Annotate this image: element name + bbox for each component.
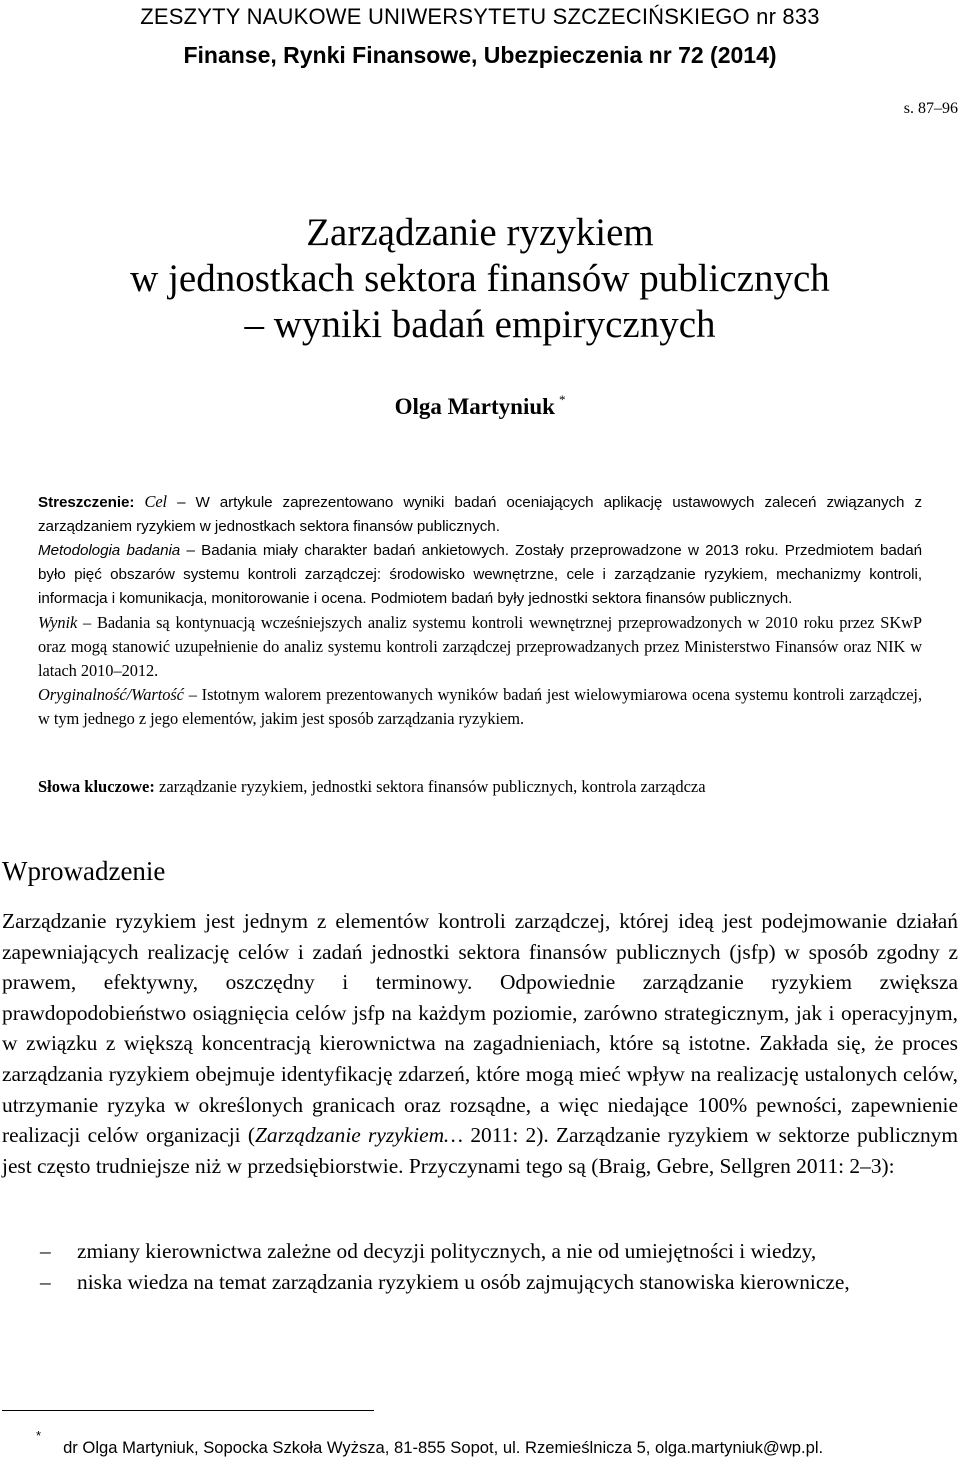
abstract-method: [38, 539, 922, 611]
page-range: s. 87–96: [903, 100, 958, 117]
keywords-label: Słowa kluczowe:: [38, 777, 155, 796]
bullet-list: [2, 1236, 958, 1297]
abstract-value: [38, 683, 922, 731]
result-label: Wynik: [38, 613, 78, 632]
paragraph-text-1: Zarządzanie ryzykiem jest jednym z elementów kontroli zarządczej, której ideą jest podejmowanie działań zapewniających realizację celów i zadań jednostki sektora finansów publicznych (jsfp) w sposób zgodny z prawem, efektywny, oszczędny i terminowy. Odpowiednie zarządzanie ryzykiem zwiększa prawdopodobieństwo osiągnięcia celów jsfp na każdym poziomie, zarówno strategicznym, jak i operacyjnym, w związku z większą koncentracją kierownictwa na zagadnieniach, które są istotne. Zakłada się, że proces zarządzania ryzykiem obejmuje identyfikację zdarzeń, które mogą mieć wpływ na realizację ustalonych celów, utrzymanie ryzyka w określonych granicach oraz rozsądne, a więc niedające 100% pewności, zapewnienie realizacji celów organizacji (: [2, 909, 958, 1148]
paragraph-text-2: 2011: 2). Zarządzanie ryzykiem w sektorze publicznym jest często trudniejsze niż w przedsiębiorstwie. Przyczynami tego są (Braig, Gebre, Sellgren 2011: 2–3):: [2, 1123, 958, 1178]
article-title: [0, 210, 960, 348]
footnote-divider: [2, 1410, 374, 1411]
intro-paragraph: [2, 906, 958, 1181]
abstract-label: Streszczenie:: [38, 494, 135, 511]
author-footnote-mark: *: [558, 392, 566, 407]
method-text: – Badania miały charakter badań ankietowych. Zostały przeprowadzone w 2013 roku. Przedmiotem badań było pięć obszarów systemu kontroli zarządczej: środowisko wewnętrzne, cele i zarządzanie ryzykiem, mechanizmy kontroli, informacja i komunikacja, monitorowanie i ocena. Podmiotem badań były jednostki sektora finansów publicznych.: [38, 542, 922, 607]
abstract-goal: [38, 490, 922, 539]
keywords-text: zarządzanie ryzykiem, jednostki sektora finansów publicznych, kontrola zarządcza: [154, 777, 706, 796]
dash-marker: –: [40, 1239, 51, 1263]
value-text: – Istotnym walorem prezentowanych wyników badań jest wielowymiarowa ocena systemu kontroli zarządczej, w tym jednego z jego elementów, jakim jest sposób zarządzania ryzykiem.: [38, 685, 922, 728]
keywords: [38, 775, 922, 799]
list-item-text: zmiany kierownictwa zależne od decyzji politycznych, a nie od umiejętności i wiedzy,: [77, 1239, 817, 1263]
abstract: [38, 490, 922, 731]
journal-name: ZESZYTY NAUKOWE UNIWERSYTETU SZCZECIŃSKIEGO nr 833: [140, 4, 820, 29]
footnote: [2, 1428, 958, 1458]
list-item: [2, 1236, 958, 1267]
goal-label: Cel: [144, 492, 168, 511]
author-line: [0, 392, 960, 420]
title-line-1: Zarządzanie ryzykiem: [306, 211, 654, 254]
citation-title: Zarządzanie ryzykiem…: [254, 1123, 464, 1148]
value-label: Oryginalność/Wartość: [38, 685, 184, 704]
method-label: Metodologia badania: [38, 542, 181, 559]
title-line-3: – wyniki badań empirycznych: [244, 303, 716, 346]
footnote-text: dr Olga Martyniuk, Sopocka Szkoła Wyższa, 81-855 Sopot, ul. Rzemieślnicza 5, olga.martyniuk@wp.pl.: [63, 1437, 824, 1457]
footnote-mark: *: [36, 1428, 42, 1443]
list-item: [2, 1267, 958, 1298]
goal-text: – W artykule zaprezentowano wyniki badań oceniających aplikację ustawowych zaleceń związanych z zarządzaniem ryzykiem w jednostkach sektora finansów publicznych.: [38, 494, 922, 535]
abstract-result: [38, 611, 922, 683]
list-item-text: niska wiedza na temat zarządzania ryzykiem u osób zajmujących stanowiska kierownicze,: [77, 1269, 850, 1294]
result-text: – Badania są kontynuacją wcześniejszych analiz systemu kontroli wewnętrznej przeprowadzonych w 2010 roku przez SKwP oraz mogą stanowić uzupełnienie do analiz systemu kontroli zarządczej przeprowadzanych przez Ministerstwo Finansów oraz NIK w latach 2010–2012.: [38, 613, 922, 680]
author-name: Olga Martyniuk: [394, 394, 555, 419]
journal-series: Finanse, Rynki Finansowe, Ubezpieczenia nr 72 (2014): [183, 42, 777, 68]
section-heading: Wprowadzenie: [2, 856, 166, 886]
dash-marker: –: [40, 1269, 51, 1294]
title-line-2: w jednostkach sektora finansów publicznych: [130, 257, 830, 300]
